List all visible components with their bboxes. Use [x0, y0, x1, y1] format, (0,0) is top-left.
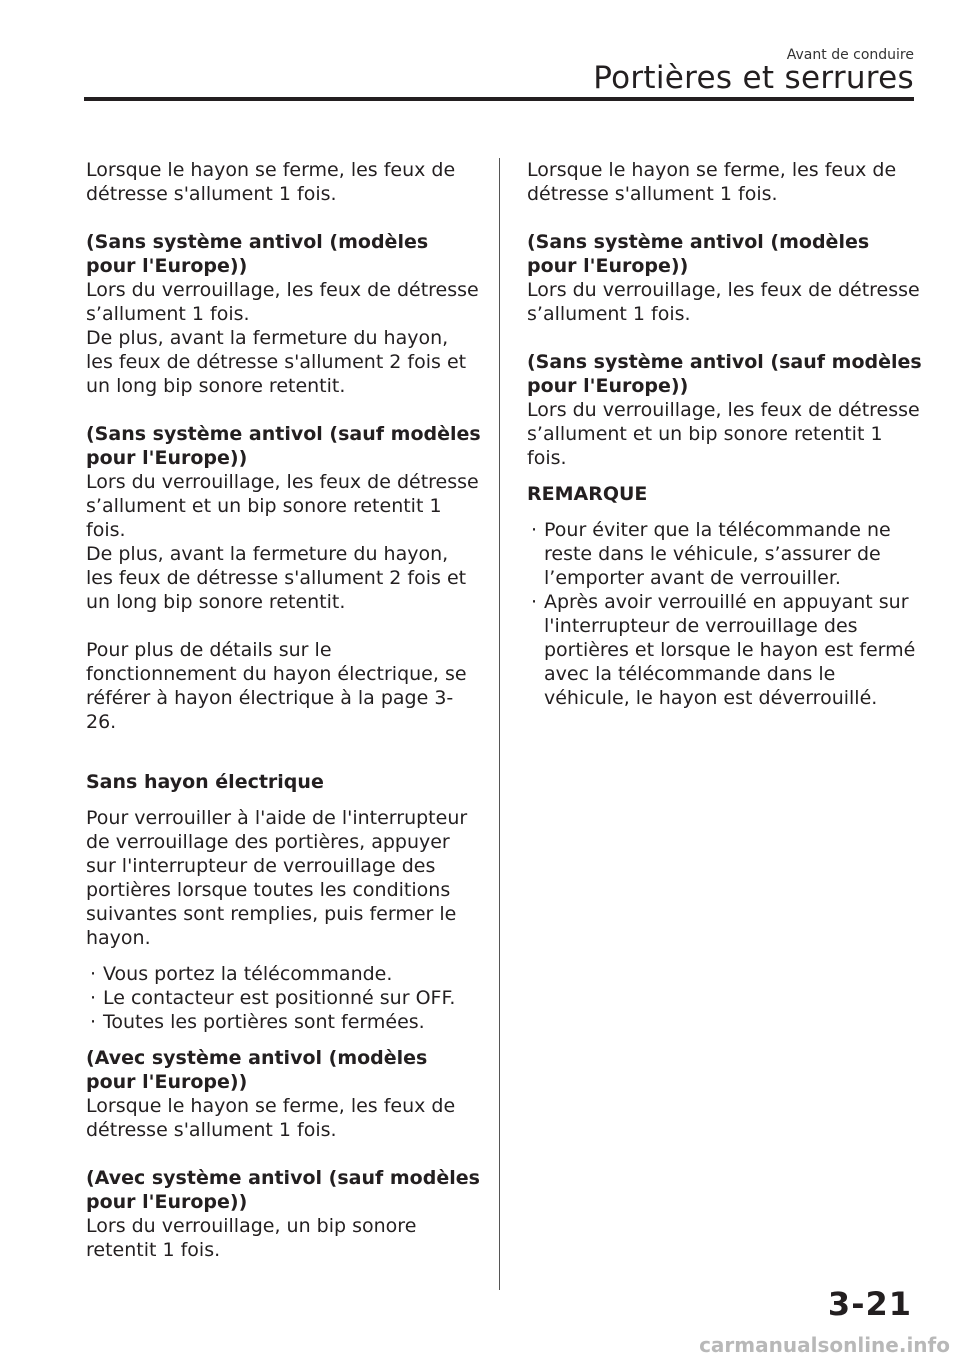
paragraph: Pour plus de détails sur le fonctionnement du hayon électrique, se référer à hayon électrique à la page 3-26.: [86, 639, 467, 733]
section-heading: Sans hayon électrique: [86, 771, 324, 793]
note-title: REMARQUE: [527, 483, 648, 505]
page-number: 3-21: [827, 1285, 912, 1323]
paragraph: Lors du verrouillage, les feux de détresse s’allument 1 fois.: [527, 279, 920, 325]
left-column: [86, 158, 481, 1262]
header-rule: [84, 97, 914, 101]
paragraph: Lorsque le hayon se ferme, les feux de détresse s'allument 1 fois.: [527, 159, 897, 205]
page-title: Portières et serrures: [593, 60, 914, 96]
paragraph: De plus, avant la fermeture du hayon, les feux de détresse s'allument 2 fois et un long bip sonore retentit.: [86, 327, 467, 397]
right-column: [527, 158, 922, 710]
list-item: · Vous portez la télécommande.: [86, 962, 481, 986]
paragraph: De plus, avant la fermeture du hayon, les feux de détresse s'allument 2 fois et un long bip sonore retentit.: [86, 543, 467, 613]
paragraph: Lors du verrouillage, un bip sonore retentit 1 fois.: [86, 1215, 417, 1261]
note-item: · Après avoir verrouillé en appuyant sur l'interrupteur de verrouillage des portières et lorsque le hayon est fermé avec la télécommande dans le véhicule, le hayon est déverrouillé.: [527, 590, 922, 710]
watermark: carmanualsonline.info: [699, 1333, 950, 1357]
paragraph: Lorsque le hayon se ferme, les feux de détresse s'allument 1 fois.: [86, 1095, 456, 1141]
subheading: (Sans système antivol (sauf modèles pour l'Europe)): [527, 351, 922, 397]
paragraph: Lors du verrouillage, les feux de détresse s’allument et un bip sonore retentit 1 fois.: [527, 399, 920, 469]
subheading: (Sans système antivol (sauf modèles pour l'Europe)): [86, 423, 481, 469]
section-name: Avant de conduire: [786, 47, 914, 63]
paragraph: Pour verrouiller à l'aide de l'interrupteur de verrouillage des portières, appuyer sur l'interrupteur de verrouillage des portières lorsque toutes les conditions suivantes sont remplies, puis fermer le hayon.: [86, 807, 468, 949]
subheading: (Sans système antivol (modèles pour l'Europe)): [86, 231, 429, 277]
list-item: · Toutes les portières sont fermées.: [86, 1010, 481, 1034]
subheading: (Avec système antivol (modèles pour l'Europe)): [86, 1047, 428, 1093]
subheading: (Sans système antivol (modèles pour l'Europe)): [527, 231, 870, 277]
paragraph: Lors du verrouillage, les feux de détresse s’allument et un bip sonore retentit 1 fois.: [86, 471, 479, 541]
paragraph: Lorsque le hayon se ferme, les feux de détresse s'allument 1 fois.: [86, 159, 456, 205]
note-list: [527, 518, 922, 710]
column-divider: [499, 158, 500, 1290]
note-item: · Pour éviter que la télécommande ne reste dans le véhicule, s’assurer de l’emporter avant de verrouiller.: [527, 518, 922, 590]
paragraph: Lors du verrouillage, les feux de détresse s’allument 1 fois.: [86, 279, 479, 325]
list-item: · Le contacteur est positionné sur OFF.: [86, 986, 481, 1010]
subheading: (Avec système antivol (sauf modèles pour l'Europe)): [86, 1167, 480, 1213]
condition-list: [86, 962, 481, 1034]
